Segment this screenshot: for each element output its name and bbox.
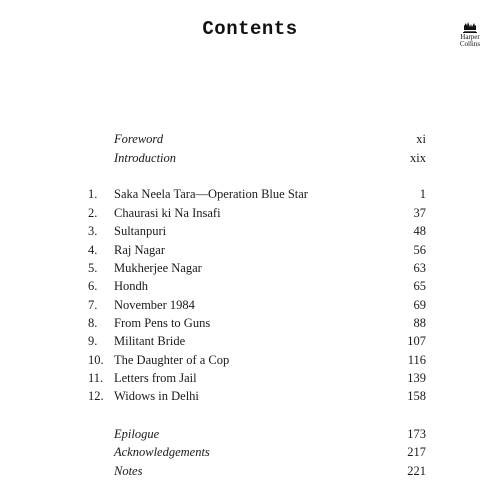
chapter-title: Widows in Delhi [114,389,199,403]
toc-entry-page: 221 [407,464,426,478]
chapter-page: 63 [413,261,426,275]
chapter-number: 12. [88,389,104,403]
toc-entry-label: Acknowledgements [114,445,210,459]
toc-chapter-row[interactable] [0,277,500,295]
chapter-number: 6. [88,279,98,293]
chapter-page: 1 [419,187,426,201]
toc-chapter-row[interactable] [0,259,500,277]
chapter-title: Saka Neela Tara—Operation Blue Star [114,187,308,201]
chapter-title: Chaurasi ki Na Insafi [114,206,221,220]
toc-entry-epilogue[interactable] [0,425,500,443]
toc-chapter-row[interactable] [0,222,500,240]
toc-entry-page: xi [416,132,426,146]
chapter-number: 1. [88,187,98,201]
toc-chapter-row[interactable] [0,241,500,259]
chapter-number: 3. [88,224,98,238]
toc-chapter-row[interactable] [0,351,500,369]
chapter-title: Hondh [114,279,149,293]
chapter-number: 4. [88,243,98,257]
chapter-number: 11. [88,371,104,385]
chapter-title: From Pens to Guns [114,316,211,330]
chapter-page: 65 [413,279,426,293]
harpercollins-fire-water-icon [462,20,478,34]
chapter-title: The Daughter of a Cop [114,353,230,367]
chapter-number: 5. [88,261,98,275]
chapter-number: 9. [88,334,98,348]
toc-entry-page: 217 [407,445,426,459]
toc-entry-introduction[interactable] [0,149,500,167]
chapter-page: 116 [407,353,426,367]
chapter-number: 7. [88,298,98,312]
toc-entry-notes[interactable] [0,462,500,480]
chapter-title: Letters from Jail [114,371,197,385]
chapter-page: 37 [413,206,426,220]
toc-chapter-row[interactable] [0,369,500,387]
chapter-title: Militant Bride [114,334,186,348]
chapter-page: 56 [413,243,426,257]
chapter-page: 48 [413,224,426,238]
toc-entry-acknowledgements[interactable] [0,443,500,461]
toc-chapter-row[interactable] [0,296,500,314]
chapter-title: Sultanpuri [114,224,167,238]
publisher-logo [453,20,487,48]
page-title: Contents [202,18,298,40]
toc-chapter-row[interactable] [0,185,500,203]
chapter-title: Raj Nagar [114,243,166,257]
toc-entry-label: Notes [114,464,143,478]
toc-chapter-row[interactable] [0,332,500,350]
toc-entry-foreword[interactable] [0,130,500,148]
toc-chapter-row[interactable] [0,387,500,405]
toc-entry-page: xix [410,151,426,165]
chapter-page: 69 [413,298,426,312]
chapter-title: November 1984 [114,298,195,312]
chapter-title: Mukherjee Nagar [114,261,202,275]
toc-entry-label: Foreword [114,132,164,146]
logo-text-collins: Collins [459,40,481,48]
toc-entry-page: 173 [407,427,426,441]
chapter-number: 8. [88,316,98,330]
toc-entry-label: Epilogue [114,427,160,441]
toc-entry-label: Introduction [114,151,177,165]
chapter-page: 139 [407,371,426,385]
chapter-page: 158 [407,389,426,403]
toc-chapter-row[interactable] [0,314,500,332]
logo-text-harper: Harper [460,33,480,41]
chapter-page: 88 [413,316,426,330]
chapter-page: 107 [407,334,426,348]
toc-chapter-row[interactable] [0,204,500,222]
chapter-number: 10. [88,353,104,367]
chapter-number: 2. [88,206,98,220]
